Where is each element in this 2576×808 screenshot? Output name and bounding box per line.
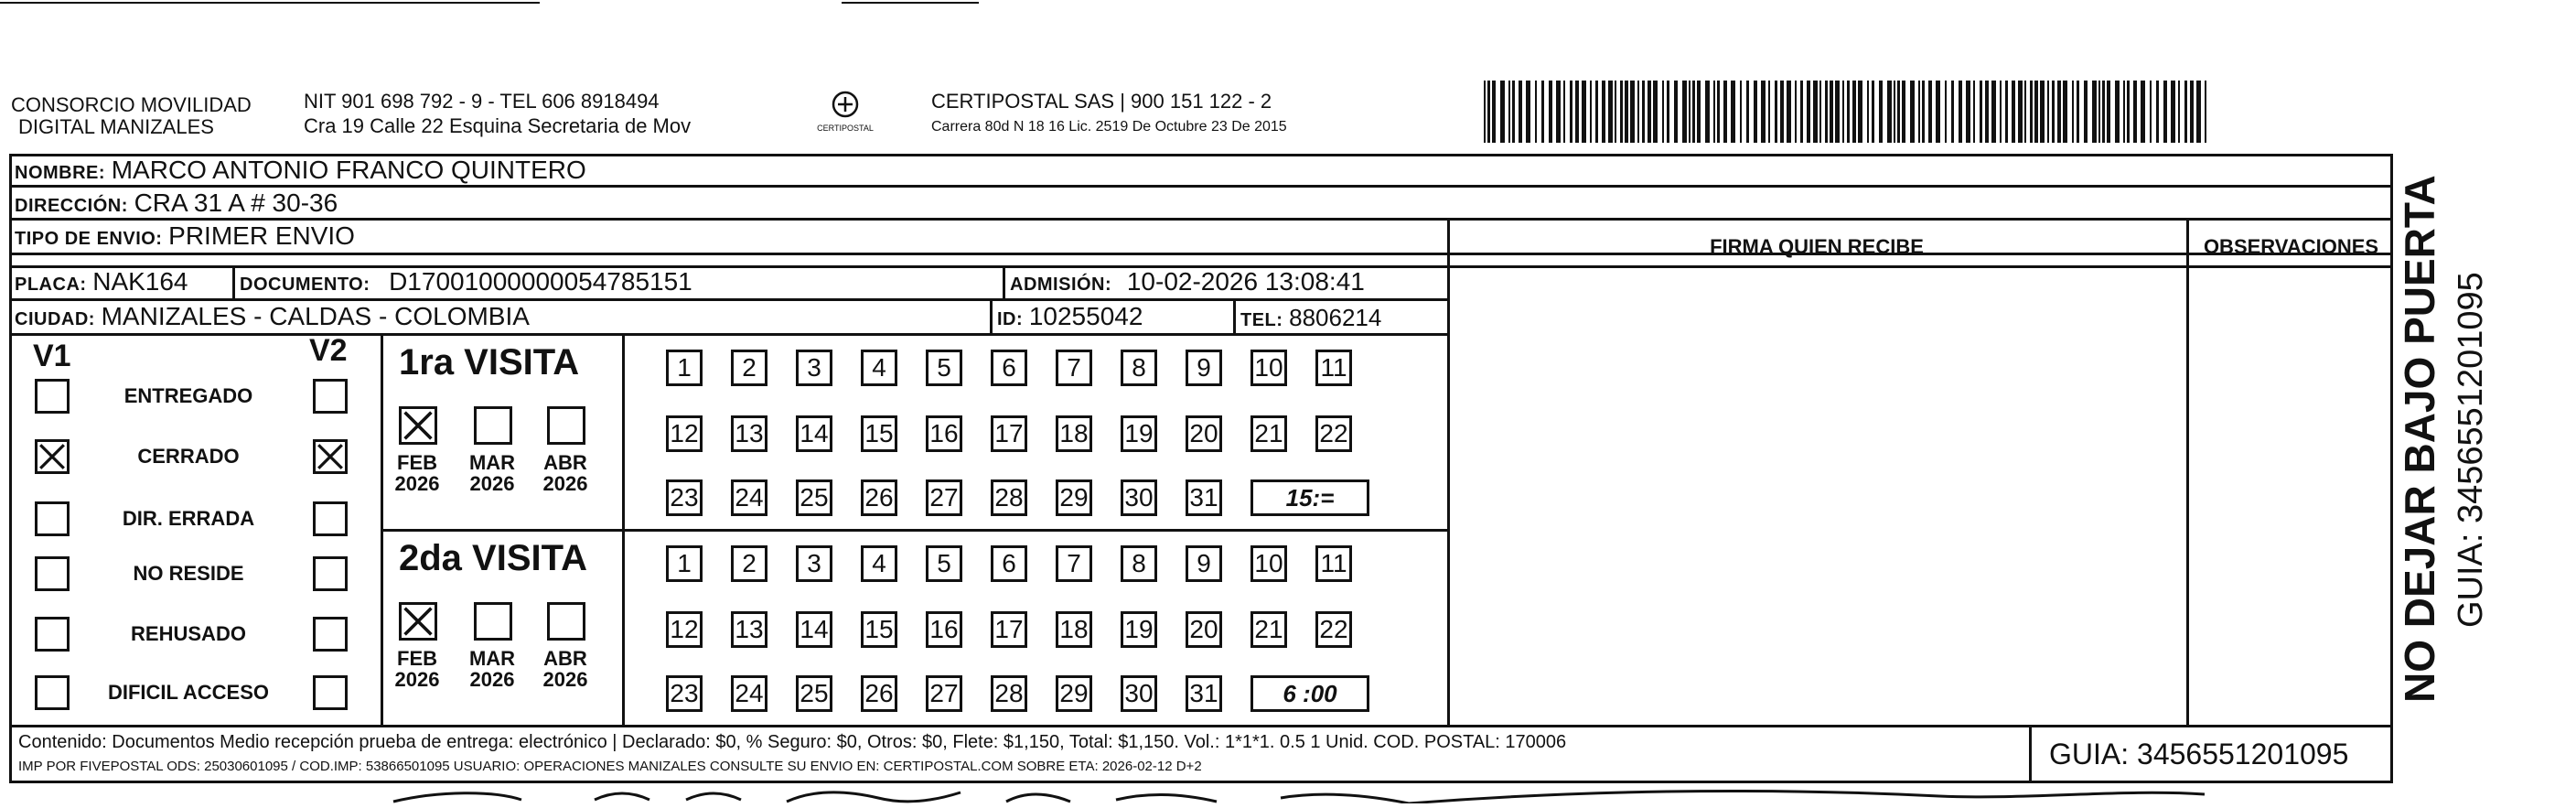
day-box[interactable]: 5 <box>926 350 962 386</box>
day-box[interactable]: 28 <box>991 675 1027 712</box>
logo-text: CERTIPOSTAL <box>817 124 874 133</box>
month-year: 2026 <box>469 472 515 496</box>
day-box[interactable]: 28 <box>991 479 1027 516</box>
day-box[interactable]: 31 <box>1186 675 1222 712</box>
day-box[interactable]: 23 <box>666 675 703 712</box>
day-box[interactable]: 7 <box>1056 350 1092 386</box>
day-box[interactable]: 1 <box>666 545 703 582</box>
day-box[interactable]: 16 <box>926 415 962 452</box>
month-name: ABR <box>543 451 587 474</box>
day-box[interactable]: 23 <box>666 479 703 516</box>
nombre-row <box>15 157 586 183</box>
day-box[interactable]: 20 <box>1186 415 1222 452</box>
day-box[interactable]: 9 <box>1186 545 1222 582</box>
address-line: Cra 19 Calle 22 Esquina Secretaria de Mov <box>304 114 692 137</box>
month-name: MAR <box>468 451 516 474</box>
day-box[interactable]: 3 <box>796 350 832 386</box>
v2-checkbox[interactable] <box>313 675 348 710</box>
month-checkbox[interactable] <box>474 406 512 445</box>
status-option-label: DIR. ERRADA <box>122 507 255 530</box>
month-name: ABR <box>543 647 587 670</box>
month-checkbox[interactable] <box>474 602 512 641</box>
row-line-6 <box>9 333 1447 336</box>
v2-checkbox[interactable] <box>313 379 348 414</box>
direccion-value: CRA 31 A # 30-36 <box>134 189 338 217</box>
day-box[interactable]: 29 <box>1056 479 1092 516</box>
tel-label: TEL: <box>1240 310 1283 330</box>
id-divider <box>990 298 993 333</box>
certipostal-logo <box>812 88 878 139</box>
visit-time-box: 6 :00 <box>1250 675 1369 712</box>
day-box[interactable]: 12 <box>666 611 703 648</box>
day-box[interactable]: 2 <box>731 350 767 386</box>
documento-cell <box>240 269 692 295</box>
month-label <box>388 648 446 690</box>
day-box[interactable]: 14 <box>796 415 832 452</box>
day-box[interactable]: 1 <box>666 350 703 386</box>
month-label <box>463 648 521 690</box>
ciudad-cell <box>15 304 530 329</box>
id-value: 10255042 <box>1028 302 1143 330</box>
month-label <box>388 452 446 494</box>
tipo-value: PRIMER ENVIO <box>168 221 355 250</box>
nombre-value: MARCO ANTONIO FRANCO QUINTERO <box>111 156 586 184</box>
month-name: FEB <box>397 647 437 670</box>
day-box[interactable]: 10 <box>1250 545 1287 582</box>
admision-divider <box>1003 265 1005 298</box>
ciudad-label: CIUDAD: <box>15 309 95 329</box>
tipo-row <box>15 223 355 249</box>
month-name: MAR <box>468 647 516 670</box>
id-cell <box>997 304 1143 329</box>
status-option-label: CERRADO <box>137 445 240 468</box>
day-box[interactable]: 30 <box>1121 675 1157 712</box>
status-option-label: ENTREGADO <box>123 384 253 407</box>
v2-checkbox[interactable] <box>313 617 348 652</box>
column-head-underline <box>1447 265 2393 268</box>
month-checkbox[interactable] <box>399 406 437 445</box>
day-box[interactable]: 16 <box>926 611 962 648</box>
footer-guia: GUIA: 3456551201095 <box>2049 738 2349 770</box>
day-box[interactable]: 6 <box>991 350 1027 386</box>
v2-checkbox[interactable] <box>313 501 348 536</box>
day-box[interactable]: 17 <box>991 611 1027 648</box>
month-year: 2026 <box>469 668 515 692</box>
day-box[interactable]: 24 <box>731 675 767 712</box>
day-box[interactable]: 8 <box>1121 350 1157 386</box>
barcode <box>1484 81 2216 143</box>
day-box[interactable]: 11 <box>1315 350 1352 386</box>
day-box[interactable]: 27 <box>926 479 962 516</box>
placa-value: NAK164 <box>92 267 188 296</box>
month-label <box>536 452 595 494</box>
day-box[interactable]: 4 <box>861 545 897 582</box>
day-box[interactable]: 30 <box>1121 479 1157 516</box>
month-checkbox[interactable] <box>399 602 437 641</box>
v1-checkbox[interactable] <box>35 501 70 536</box>
direccion-label: DIRECCIÓN: <box>15 196 128 216</box>
scan-mark-top-left <box>0 2 540 4</box>
admision-value: 10-02-2026 13:08:41 <box>1126 267 1365 296</box>
day-box[interactable]: 8 <box>1121 545 1157 582</box>
visit-title: 2da VISITA <box>399 538 587 578</box>
day-box[interactable]: 18 <box>1056 611 1092 648</box>
v1-checkbox[interactable] <box>35 556 70 591</box>
day-box[interactable]: 22 <box>1315 611 1352 648</box>
id-label: ID: <box>997 309 1024 329</box>
observaciones-header: OBSERVACIONES <box>2203 235 2379 258</box>
side-guia: GUIA: 3456551201095 <box>2452 272 2490 628</box>
day-box[interactable]: 19 <box>1121 611 1157 648</box>
day-box[interactable]: 29 <box>1056 675 1092 712</box>
tel-divider <box>1233 298 1236 333</box>
status-option-label: DIFICIL ACCESO <box>107 681 269 704</box>
v1-checkbox[interactable] <box>35 379 70 414</box>
day-box[interactable]: 2 <box>731 545 767 582</box>
admision-cell <box>1010 269 1365 295</box>
day-box[interactable]: 14 <box>796 611 832 648</box>
footer-print-line: IMP POR FIVEPOSTAL ODS: 25030601095 / COD.IMP: 53866501095 USUARIO: OPERACIONES MANIZALES CONSULTE SU ENVIO EN: CERTIPOSTAL.COM SOBRE ETA: 2026-02-12 D+2 <box>18 759 1202 774</box>
day-box[interactable]: 13 <box>731 611 767 648</box>
day-box[interactable]: 27 <box>926 675 962 712</box>
row-line-2 <box>9 218 2393 221</box>
documento-label: DOCUMENTO: <box>240 275 370 295</box>
day-box[interactable]: 9 <box>1186 350 1222 386</box>
day-box[interactable]: 21 <box>1250 415 1287 452</box>
ciudad-value: MANIZALES - CALDAS - COLOMBIA <box>101 302 530 330</box>
day-box[interactable]: 15 <box>861 415 897 452</box>
firma-header: FIRMA QUIEN RECIBE <box>1710 235 1924 258</box>
day-box[interactable]: 13 <box>731 415 767 452</box>
row-line-5 <box>9 298 1447 301</box>
visit-divider <box>381 529 1447 532</box>
day-box[interactable]: 6 <box>991 545 1027 582</box>
month-checkbox[interactable] <box>547 602 585 641</box>
company-line2: DIGITAL MANIZALES <box>18 115 214 138</box>
tel-value: 8806214 <box>1289 304 1382 331</box>
month-year: 2026 <box>394 668 440 692</box>
v1-checkbox[interactable] <box>35 675 70 710</box>
day-box[interactable]: 12 <box>666 415 703 452</box>
signature-scribble <box>384 783 2214 803</box>
day-box[interactable]: 18 <box>1056 415 1092 452</box>
footer-content-line: Contenido: Documentos Medio recepción prueba de entrega: electrónico | Declarado: $0, % Seguro: $0, Otros: $0, Flete: $1,150, Total: $1,150. Vol.: 1*1*1. 0.5 1 Unid. COD. POSTAL: 170006 <box>18 732 1567 752</box>
v2-header: V2 <box>309 333 348 368</box>
nombre-label: NOMBRE: <box>15 163 106 183</box>
tel-cell <box>1240 306 1381 330</box>
day-box[interactable]: 20 <box>1186 611 1222 648</box>
day-box[interactable]: 25 <box>796 675 832 712</box>
visit-time-box: 15:= <box>1250 479 1369 516</box>
month-year: 2026 <box>394 472 440 496</box>
placa-label: PLACA: <box>15 275 87 295</box>
nit-line: NIT 901 698 792 - 9 - TEL 606 8918494 <box>304 90 660 113</box>
day-box[interactable]: 24 <box>731 479 767 516</box>
month-year: 2026 <box>542 472 588 496</box>
day-box[interactable]: 11 <box>1315 545 1352 582</box>
v1-header: V1 <box>33 339 71 373</box>
month-label <box>536 648 595 690</box>
v2-checkbox[interactable] <box>313 556 348 591</box>
day-box[interactable]: 5 <box>926 545 962 582</box>
day-box[interactable]: 21 <box>1250 611 1287 648</box>
carrier-line1: CERTIPOSTAL SAS | 900 151 122 - 2 <box>931 90 1272 113</box>
month-year: 2026 <box>542 668 588 692</box>
day-box[interactable]: 4 <box>861 350 897 386</box>
status-option-label: NO RESIDE <box>133 562 244 585</box>
v1-checkbox[interactable] <box>35 617 70 652</box>
month-checkbox[interactable] <box>547 406 585 445</box>
documento-value: D17001000000054785151 <box>389 267 692 296</box>
row-line-1 <box>9 185 2393 188</box>
day-box[interactable]: 17 <box>991 415 1027 452</box>
day-box[interactable]: 26 <box>861 479 897 516</box>
month-name: FEB <box>397 451 437 474</box>
placa-divider <box>232 265 235 298</box>
footer-guia-divider <box>2029 725 2032 783</box>
direccion-row <box>15 190 338 216</box>
day-box[interactable]: 10 <box>1250 350 1287 386</box>
day-box[interactable]: 7 <box>1056 545 1092 582</box>
carrier-line2: Carrera 80d N 18 16 Lic. 2519 De Octubre 23 De 2015 <box>931 119 1287 135</box>
firma-left-border <box>1447 218 1450 725</box>
day-box[interactable]: 25 <box>796 479 832 516</box>
day-box[interactable]: 19 <box>1121 415 1157 452</box>
observaciones-left-border <box>2186 218 2189 725</box>
no-dejar-warning: NO DEJAR BAJO PUERTA <box>2396 175 2443 703</box>
month-label <box>463 452 521 494</box>
v2-checkbox[interactable] <box>313 439 348 474</box>
day-box[interactable]: 31 <box>1186 479 1222 516</box>
day-box[interactable]: 26 <box>861 675 897 712</box>
v1-checkbox[interactable] <box>35 439 70 474</box>
day-box[interactable]: 3 <box>796 545 832 582</box>
company-line1: CONSORCIO MOVILIDAD <box>11 93 252 116</box>
footer-line <box>9 725 2393 727</box>
day-box[interactable]: 22 <box>1315 415 1352 452</box>
status-option-label: REHUSADO <box>131 622 246 645</box>
placa-cell <box>15 269 188 295</box>
scan-mark-top-center <box>842 2 979 4</box>
visit-title: 1ra VISITA <box>399 342 580 382</box>
admision-label: ADMISIÓN: <box>1010 275 1112 295</box>
day-box[interactable]: 15 <box>861 611 897 648</box>
tipo-label: TIPO DE ENVIO: <box>15 229 163 249</box>
